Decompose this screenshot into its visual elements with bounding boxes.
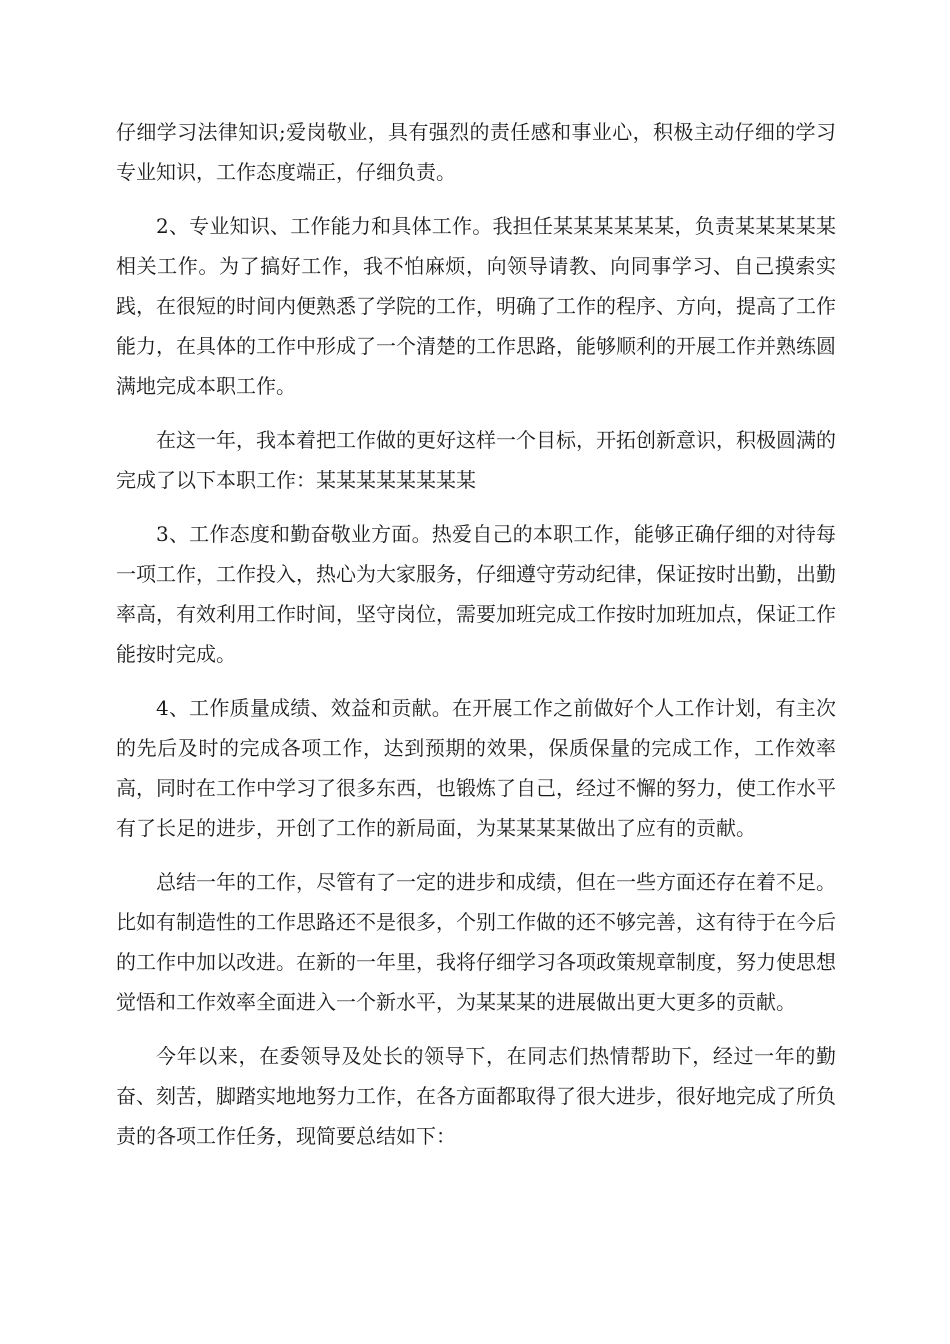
paragraph-professional-knowledge: 2、专业知识、工作能力和具体工作。我担任某某某某某某，负责某某某某某相关工作。为了搞好工作，我不怕麻烦，向领导请教、向同事学习、自己摸索实践，在很短的时间内便熟悉了学院的工作，明确了工作的程序、方向，提高了工作能力，在具体的工作中形成了一个清楚的工作思路，能够顺利的开展工作并熟练圆满地完成本职工作。 xyxy=(116,214,836,398)
paragraph-summary: 总结一年的工作，尽管有了一定的进步和成绩，但在一些方面还存在着不足。比如有制造性的工作思路还不是很多，个别工作做的还不够完善，这有待于在今后的工作中加以改进。在新的一年里，我将仔细学习各项政策规章制度，努力使思想觉悟和工作效率全面进入一个新水平，为某某某的进展做出更大更多的贡献。 xyxy=(116,870,836,1014)
paragraph-annual-goal: 在这一年，我本着把工作做的更好这样一个目标，开拓创新意识，积极圆满的完成了以下本职工作：某某某某某某某某 xyxy=(116,428,836,492)
paragraph-work-quality: 4、工作质量成绩、效益和贡献。在开展工作之前做好个人工作计划，有主次的先后及时的完成各项工作，达到预期的效果，保质保量的完成工作，工作效率高，同时在工作中学习了很多东西，也锻炼了自己，经过不懈的努力，使工作水平有了长足的进步，开创了工作的新局面，为某某某某做出了应有的贡献。 xyxy=(116,696,836,840)
paragraph-continuation: 仔细学习法律知识;爱岗敬业，具有强烈的责任感和事业心，积极主动仔细的学习专业知识，工作态度端正，仔细负责。 xyxy=(116,120,836,184)
paragraph-work-attitude: 3、工作态度和勤奋敬业方面。热爱自己的本职工作，能够正确仔细的对待每一项工作，工作投入，热心为大家服务，仔细遵守劳动纪律，保证按时出勤，出勤率高，有效利用工作时间，坚守岗位，需要加班完成工作按时加班加点，保证工作能按时完成。 xyxy=(116,522,836,666)
document-body xyxy=(116,112,836,1170)
paragraph-introduction: 今年以来，在委领导及处长的领导下，在同志们热情帮助下，经过一年的勤奋、刻苦，脚踏实地地努力工作，在各方面都取得了很大进步，很好地完成了所负责的各项工作任务，现简要总结如下： xyxy=(116,1044,836,1148)
